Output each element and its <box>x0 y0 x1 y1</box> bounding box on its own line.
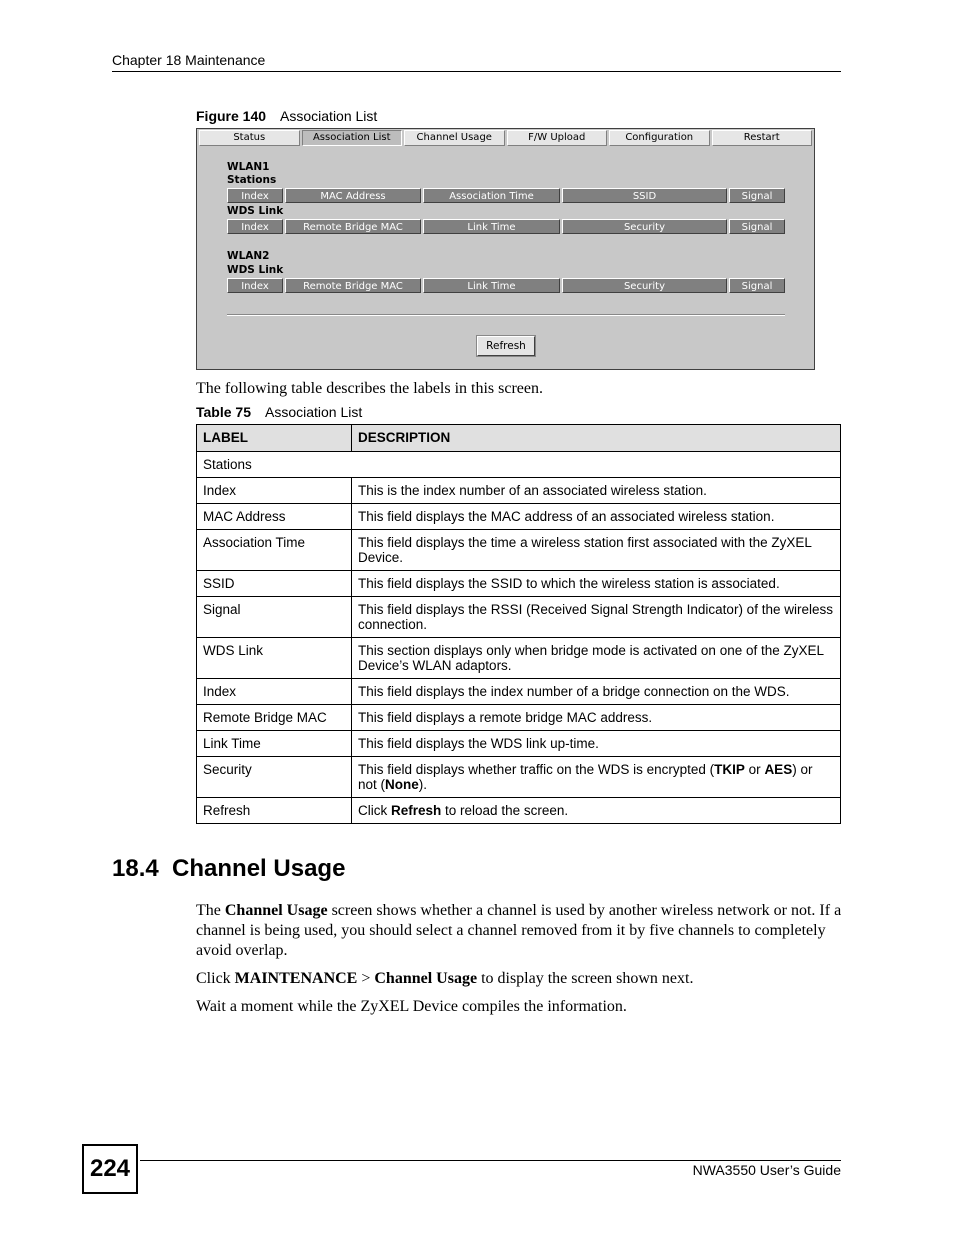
paragraph-click-instruction <box>196 969 842 989</box>
row-description <box>352 798 841 824</box>
wds-table-header-2 <box>227 278 785 293</box>
bold-term: Refresh <box>391 803 442 818</box>
bold-term: MAINTENANCE <box>234 970 358 987</box>
row-description: This field displays the MAC address of an associated wireless station. <box>352 504 841 530</box>
separator-line <box>227 314 785 316</box>
table-row <box>197 798 841 824</box>
table-row <box>197 679 841 705</box>
footer-rule <box>140 1160 841 1161</box>
column-header: MAC Address <box>285 188 421 203</box>
table-section-row <box>197 452 841 478</box>
row-label: Security <box>197 757 352 798</box>
stations-table-header <box>227 188 785 203</box>
text-run: The <box>196 902 225 919</box>
column-header: Signal <box>729 219 785 234</box>
wds-link-label-2: WDS Link <box>227 264 284 276</box>
tab-bar <box>199 130 812 146</box>
row-label: Association Time <box>197 530 352 571</box>
tab-restart[interactable]: Restart <box>712 130 813 146</box>
row-description: This is the index number of an associated wireless station. <box>352 478 841 504</box>
text-run: This field displays whether traffic on the WDS is encrypted ( <box>358 762 715 777</box>
paragraph-channel-usage <box>196 901 842 961</box>
column-header: SSID <box>562 188 727 203</box>
row-description: This field displays the time a wireless station first associated with the ZyXEL Device. <box>352 530 841 571</box>
section-label: Stations <box>197 452 841 478</box>
refresh-button[interactable]: Refresh <box>477 336 535 356</box>
text-run: screen shows whether a channel is used by another wireless network or not. If a channel is being used, you should select a channel removed from it by five channels to completely avoid overlap. <box>196 902 842 959</box>
row-label: SSID <box>197 571 352 597</box>
bold-term: AES <box>764 762 793 777</box>
section-heading: 18.4 Channel Usage <box>112 855 346 882</box>
column-header: Signal <box>729 188 785 203</box>
running-footer: NWA3550 User’s Guide <box>692 1162 841 1178</box>
tab-association-list[interactable]: Association List <box>302 130 403 146</box>
text-run: Click <box>358 803 391 818</box>
wds-table-header <box>227 219 785 234</box>
text-run: ) or not ( <box>358 762 813 792</box>
column-header: Association Time <box>423 188 560 203</box>
running-header: Chapter 18 Maintenance <box>112 52 266 68</box>
column-header: Security <box>562 219 727 234</box>
text-run: > <box>357 970 375 987</box>
row-label: Link Time <box>197 731 352 757</box>
column-header: Remote Bridge MAC <box>285 219 421 234</box>
row-description: This field displays the RSSI (Received Signal Strength Indicator) of the wireless connection. <box>352 597 841 638</box>
bold-term: Channel Usage <box>374 970 478 987</box>
row-description: This field displays the index number of a bridge connection on the WDS. <box>352 679 841 705</box>
table-row <box>197 478 841 504</box>
column-header: Security <box>562 278 727 293</box>
text-run: ). <box>418 777 428 792</box>
table-row <box>197 571 841 597</box>
row-label: WDS Link <box>197 638 352 679</box>
tab-channel-usage[interactable]: Channel Usage <box>404 130 505 146</box>
association-list-screenshot <box>196 128 815 370</box>
table-header-row <box>197 425 841 452</box>
table-caption <box>196 404 362 420</box>
wlan1-label: WLAN1 <box>227 161 270 173</box>
row-label: Index <box>197 478 352 504</box>
tab-status[interactable]: Status <box>199 130 300 146</box>
table-row <box>197 504 841 530</box>
tab-fw-upload[interactable]: F/W Upload <box>507 130 608 146</box>
table-title: Association List <box>265 404 363 420</box>
column-header: Index <box>227 219 283 234</box>
table-row <box>197 638 841 679</box>
wlan2-label: WLAN2 <box>227 250 270 262</box>
header-label: LABEL <box>197 425 352 452</box>
table-number: Table 75 <box>196 404 251 420</box>
row-label: Index <box>197 679 352 705</box>
table-row <box>197 731 841 757</box>
stations-label: Stations <box>227 174 277 186</box>
row-description: This field displays a remote bridge MAC address. <box>352 705 841 731</box>
column-header: Link Time <box>423 278 560 293</box>
column-header: Remote Bridge MAC <box>285 278 421 293</box>
header-description: DESCRIPTION <box>352 425 841 452</box>
text-run: Click <box>196 970 235 987</box>
column-header: Signal <box>729 278 785 293</box>
header-rule <box>112 71 841 72</box>
figure-number: Figure 140 <box>196 108 267 124</box>
text-run: to display the screen shown next. <box>477 970 694 987</box>
bold-term: TKIP <box>714 762 745 777</box>
row-label: Refresh <box>197 798 352 824</box>
intro-text: The following table describes the labels in this screen. <box>196 380 544 397</box>
page-number: 224 <box>82 1144 138 1194</box>
row-description: This field displays the SSID to which the wireless station is associated. <box>352 571 841 597</box>
table-row <box>197 597 841 638</box>
row-description <box>352 757 841 798</box>
bold-term: Channel Usage <box>224 902 328 919</box>
figure-title: Association List <box>280 108 378 124</box>
figure-caption <box>196 108 377 124</box>
text-run: or <box>744 762 765 777</box>
bold-term: None <box>385 777 419 792</box>
column-header: Link Time <box>423 219 560 234</box>
table-row <box>197 705 841 731</box>
row-description: This field displays the WDS link up-time. <box>352 731 841 757</box>
paragraph-wait: Wait a moment while the ZyXEL Device compiles the information. <box>196 998 627 1015</box>
text-run: to reload the screen. <box>441 803 569 818</box>
column-header: Index <box>227 278 283 293</box>
description-table <box>196 424 841 824</box>
table-row <box>197 757 841 798</box>
column-header: Index <box>227 188 283 203</box>
row-label: Remote Bridge MAC <box>197 705 352 731</box>
wds-link-label: WDS Link <box>227 205 284 217</box>
row-label: Signal <box>197 597 352 638</box>
row-label: MAC Address <box>197 504 352 530</box>
tab-configuration[interactable]: Configuration <box>609 130 710 146</box>
table-row <box>197 530 841 571</box>
row-description: This section displays only when bridge mode is activated on one of the ZyXEL Device’s WLAN adaptors. <box>352 638 841 679</box>
